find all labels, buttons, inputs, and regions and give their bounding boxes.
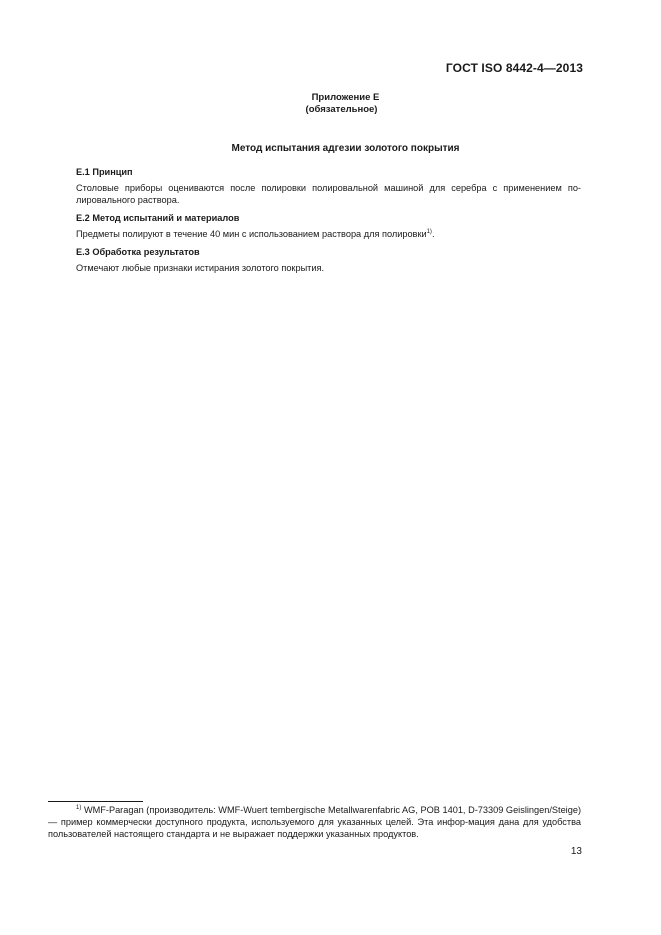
section-text: Отмечают любые признаки истирания золотого покрытия. bbox=[76, 263, 325, 273]
footnote-marker: 1) bbox=[76, 804, 82, 811]
section-heading: Е.1 Принцип bbox=[76, 167, 133, 177]
appendix-heading bbox=[0, 92, 661, 116]
section-e2 bbox=[76, 212, 581, 240]
footnotes bbox=[48, 801, 581, 840]
footnote-reference[interactable]: 1) bbox=[426, 228, 432, 235]
footnote-divider bbox=[48, 801, 143, 802]
section-heading: Е.2 Метод испытаний и материалов bbox=[76, 213, 240, 223]
main-title: Метод испытания адгезии золотого покрытия bbox=[231, 143, 460, 154]
page-number: 13 bbox=[570, 846, 582, 857]
document-body bbox=[76, 166, 581, 280]
footnote-body: WMF-Paragan (производитель: WMF-Wuert tembergische Metallwarenfabric AG, POB 1401, D-73309 Geislingen/Steige) — пример коммерчески доступного продукта, используемого для указанных целей. Эта инфор-мация дана для удобства пользователей настоящего стандарта и не выражает поддержки указанных продуктов. bbox=[48, 805, 581, 839]
section-e1 bbox=[76, 166, 581, 206]
section-text: Столовые приборы оцениваются после полировки полировальной машиной для серебра с применением по-лировального раствора. bbox=[76, 183, 581, 205]
section-heading: Е.3 Обработка результатов bbox=[76, 247, 200, 257]
document-code: ГОСТ ISO 8442-4—2013 bbox=[445, 61, 583, 75]
section-text bbox=[76, 228, 581, 240]
section-text-end: . bbox=[431, 229, 435, 239]
footnote-text bbox=[48, 804, 581, 840]
appendix-subtitle: (обязательное) bbox=[305, 104, 378, 115]
section-text-main: Предметы полируют в течение 40 мин с использованием раствора для полировки bbox=[76, 229, 427, 239]
section-e3 bbox=[76, 246, 581, 274]
appendix-title: Приложение Е bbox=[311, 92, 380, 103]
